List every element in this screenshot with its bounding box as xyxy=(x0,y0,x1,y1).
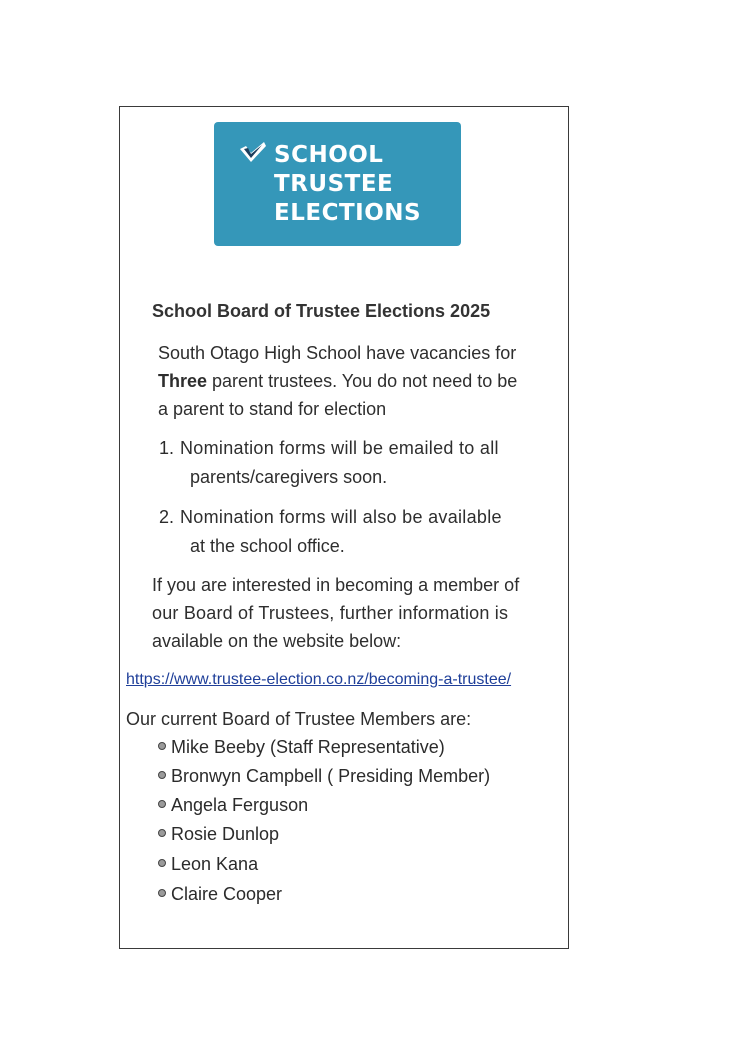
info-line: our Board of Trustees, further information is xyxy=(152,603,509,623)
check-icon xyxy=(238,140,268,166)
members-heading: Our current Board of Trustee Members are: xyxy=(126,709,472,729)
list-item xyxy=(158,762,490,790)
list-item-line: Nomination forms will also be available xyxy=(180,507,502,527)
member-name: Mike Beeby (Staff Representative) xyxy=(171,737,445,757)
info-line: If you are interested in becoming a member of xyxy=(152,575,520,595)
list-item xyxy=(158,880,282,908)
list-item xyxy=(158,791,308,819)
logo-text xyxy=(274,141,421,228)
bullet-icon xyxy=(158,742,166,750)
list-item-line: parents/caregivers soon. xyxy=(190,467,388,487)
intro-line xyxy=(158,367,517,395)
logo-line: ELECTIONS xyxy=(274,200,422,226)
list-item-line: at the school office. xyxy=(190,536,345,556)
intro-line-rest: parent trustees. You do not need to be xyxy=(207,371,518,391)
list-item-line: Nomination forms will be emailed to all xyxy=(180,438,499,458)
member-name: Rosie Dunlop xyxy=(171,824,280,844)
bullet-icon xyxy=(158,829,166,837)
intro-line: South Otago High School have vacancies for xyxy=(158,343,517,363)
member-name: Claire Cooper xyxy=(171,884,283,904)
info-line: available on the website below: xyxy=(152,631,402,651)
member-name: Bronwyn Campbell ( Presiding Member) xyxy=(171,766,491,786)
bullet-icon xyxy=(158,800,166,808)
school-trustee-elections-logo xyxy=(214,122,461,246)
bullet-icon xyxy=(158,889,166,897)
intro-line: a parent to stand for election xyxy=(158,399,387,419)
member-name: Leon Kana xyxy=(171,854,259,874)
list-number: 1. xyxy=(159,438,175,458)
list-item xyxy=(158,820,279,848)
list-item xyxy=(158,850,258,878)
trustee-election-link[interactable]: https://www.trustee-election.co.nz/becoming-a-trustee/ xyxy=(126,671,512,688)
list-item xyxy=(158,733,445,761)
member-name: Angela Ferguson xyxy=(171,795,309,815)
logo-line: SCHOOL xyxy=(274,142,384,168)
bullet-icon xyxy=(158,859,166,867)
page-title: School Board of Trustee Elections 2025 xyxy=(152,301,491,321)
list-number: 2. xyxy=(159,507,175,527)
intro-emphasis: Three xyxy=(158,371,208,391)
logo-line: TRUSTEE xyxy=(274,171,394,197)
bullet-icon xyxy=(158,771,166,779)
